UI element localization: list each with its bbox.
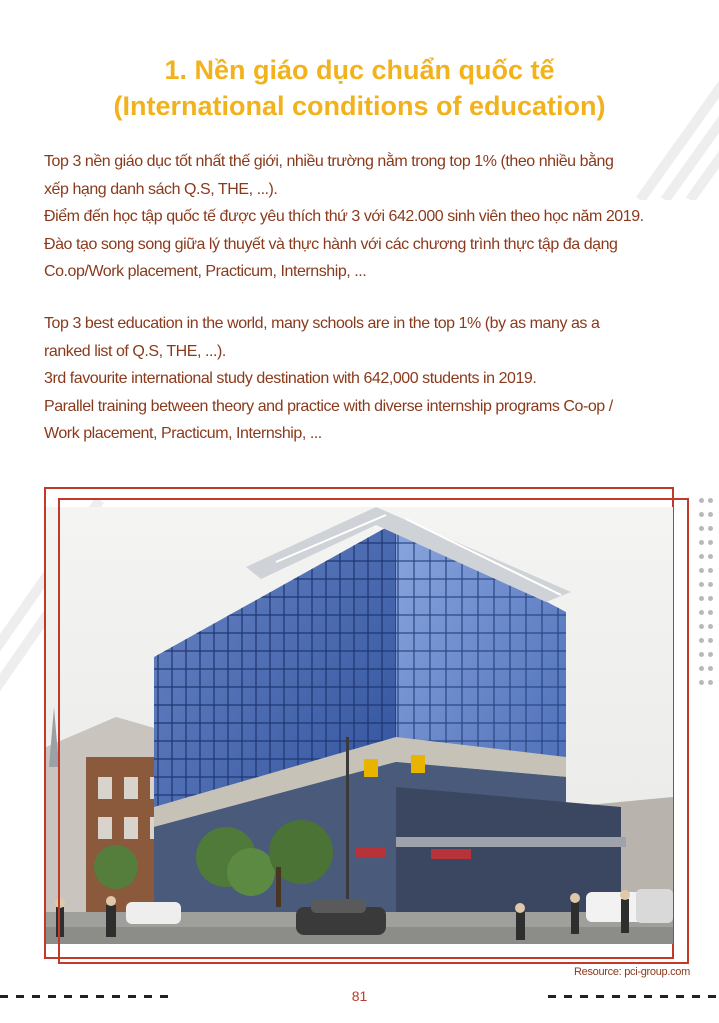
footer-dashes-right xyxy=(548,995,719,998)
english-paragraph xyxy=(44,310,684,448)
photo-frame-inner xyxy=(58,498,689,964)
page-number: 81 xyxy=(351,988,368,1004)
text-line: xếp hạng danh sách Q.S, THE, ...). xyxy=(44,180,278,198)
text-line: Top 3 nền giáo dục tốt nhất thế giới, nhiều trường nằm trong top 1% (theo nhiều bằng xyxy=(44,153,614,170)
text-line: Co.op/Work placement, Practicum, Internship, ... xyxy=(44,263,367,280)
section-title-english: (International conditions of education) xyxy=(113,91,606,121)
section-title xyxy=(0,52,719,124)
text-line: ranked list of Q.S, THE, ...). xyxy=(44,342,226,360)
text-line: 3rd favourite international study destination with 642,000 students in 2019. xyxy=(44,370,537,387)
text-line: Đào tạo song song giữa lý thuyết và thực hành với các chương trình thực tập đa dạng xyxy=(44,235,618,253)
section-title-vietnamese: 1. Nền giáo dục chuẩn quốc tế xyxy=(164,55,555,85)
text-line: Work placement, Practicum, Internship, ... xyxy=(44,425,322,442)
vietnamese-paragraph xyxy=(44,148,684,286)
text-line: Điểm đến học tập quốc tế được yêu thích thứ 3 với 642.000 sinh viên theo học năm 2019. xyxy=(44,208,644,225)
image-source-credit: Resource: pci-group.com xyxy=(574,966,690,978)
text-line: Top 3 best education in the world, many schools are in the top 1% (by as many as a xyxy=(44,315,600,332)
decorative-dots xyxy=(697,498,717,748)
text-line: Parallel training between theory and practice with diverse internship programs Co-op / xyxy=(44,397,613,415)
